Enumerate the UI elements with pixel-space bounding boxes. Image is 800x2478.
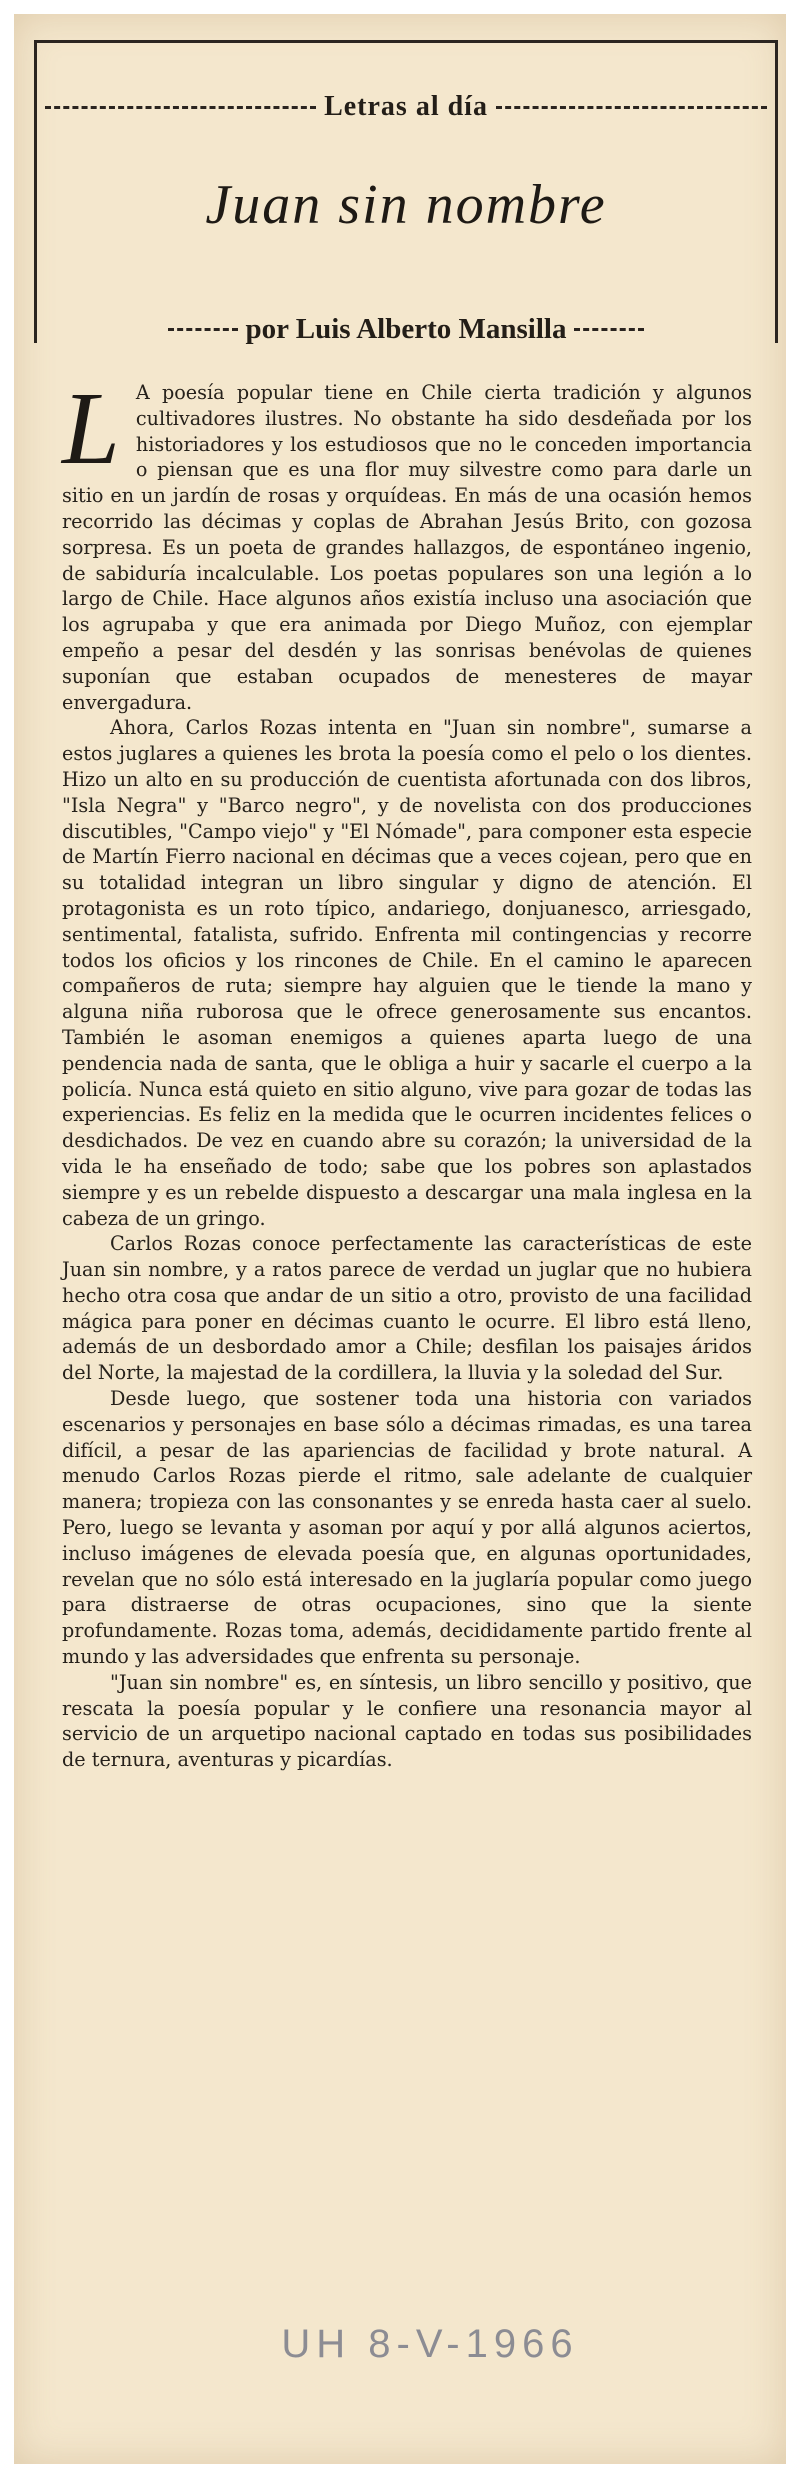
article-title: Juan sin nombre — [205, 174, 607, 236]
section-label: Letras al día — [324, 91, 488, 122]
left-dashed-rule — [168, 328, 237, 331]
paragraph-3: Carlos Rozas conoce perfectamente las características de este Juan sin nombre, y a ratos parece de verdad un juglar que no hubiera hecho otra cosa que andar de un sitio a otro, provisto de una facilidad mágica para poner en décimas cuanto le ocurre. El libro está lleno, además de un desbordado amor a Chile; desfilan los paisajes áridos del Norte, la majestad de la cordillera, la lluvia y la soledad del Sur. — [62, 1232, 752, 1385]
drop-cap: L — [62, 371, 120, 486]
paragraph-1 — [62, 371, 752, 715]
paragraph-5: "Juan sin nombre" es, en síntesis, un libro sencillo y positivo, que rescata la poesía popular y le confiere una resonancia mayor al servicio de un arquetipo nacional captado en todas sus posibilidades de ternura, aventuras y picardías. — [62, 1670, 752, 1772]
paragraph-2: Ahora, Carlos Rozas intenta en "Juan sin nombre", sumarse a estos juglares a quienes les brota la poesía como el pelo o los dientes. Hizo un alto en su producción de cuentista afortunada con dos libros, "Isla Negra" y "Barco negro", y de novelista con dos producciones discutibles, "Campo viejo" y "El Nómade", para componer esta especie de Martín Fierro nacional en décimas que a veces cojean, pero que en su totalidad integran un libro singular y digno de atención. El protagonista es un roto típico, andariego, donjuanesco, arriesgado, sentimental, fatalista, sufrido. Enfrenta mil contingencias y recorre todos los oficios y los rincones de Chile. En el camino le aparecen compañeros de ruta; siempre hay alguien que le tiende la mano y alguna niña ruborosa que le ofrece generosamente sus encantos. También le asoman enemigos a quienes aparta luego de una pendencia nada de santa, que le obliga a huir y sacarle el cuerpo a la policía. Nunca está quieto en sitio alguno, vive para gozar de todas las experiencias. Es feliz en la medida que le ocurren incidentes felices o desdichados. De vez en cuando abre su corazón; la universidad de la vida le ha enseñado de todo; sabe que los pobres son aplastados siempre y es un rebelde dispuesto a descargar una mala inglesa en la cabeza de un gringo. — [62, 716, 752, 1230]
header-box — [34, 40, 778, 343]
article-body — [62, 371, 752, 1773]
byline-rule — [37, 313, 775, 346]
right-dashed-rule — [496, 106, 767, 109]
byline: por Luis Alberto Mansilla — [245, 313, 567, 345]
paragraph-1-text: A poesía popular tiene en Chile cierta tradición y algunos cultivadores ilustres. No obstante ha sido desdeñada por los historiadores y los estudiosos que no le conceden importancia o piensan que es una flor muy silvestre como para darle un sitio en un jardín de rosas y orquídeas. En más de una ocasión hemos recorrido las décimas y coplas de Abrahan Jesús Brito, con gozosa sorpresa. Es un poeta de grandes hallazgos, de espontáneo ingenio, de sabiduría incalculable. Los poetas populares son una legión a lo largo de Chile. Hace algunos años existía incluso una asociación que los agrupaba y que era animada por Diego Muñoz, con ejemplar empeño a pesar del desdén y las sonrisas benévolas de quienes suponían que estaban ocupados de menesteres de mayar envergadura. — [62, 381, 752, 714]
section-rule — [37, 91, 775, 123]
paragraph-4: Desde luego, que sostener toda una historia con variados escenarios y personajes en base sólo a décimas rimadas, es una tarea difícil, a pesar de las apariencias de facilidad y brote natural. A menudo Carlos Rozas pierde el ritmo, sale adelante de cualquier manera; tropieza con las consonantes y se enreda hasta caer al suelo. Pero, luego se levanta y asoman por aquí y por allá algunos aciertos, incluso imágenes de elevada poesía que, en algunas oportunidades, revelan que no sólo está interesado en la juglaría popular como juego para distraerse de otras ocupaciones, sino que la siente profundamente. Rozas toma, además, decididamente partido frente al mundo y las adversidades que enfrenta su personaje. — [62, 1387, 752, 1669]
handwritten-date-annotation: UH 8-V-1966 — [281, 2322, 579, 2366]
left-dashed-rule — [45, 106, 316, 109]
right-dashed-rule — [574, 328, 643, 331]
